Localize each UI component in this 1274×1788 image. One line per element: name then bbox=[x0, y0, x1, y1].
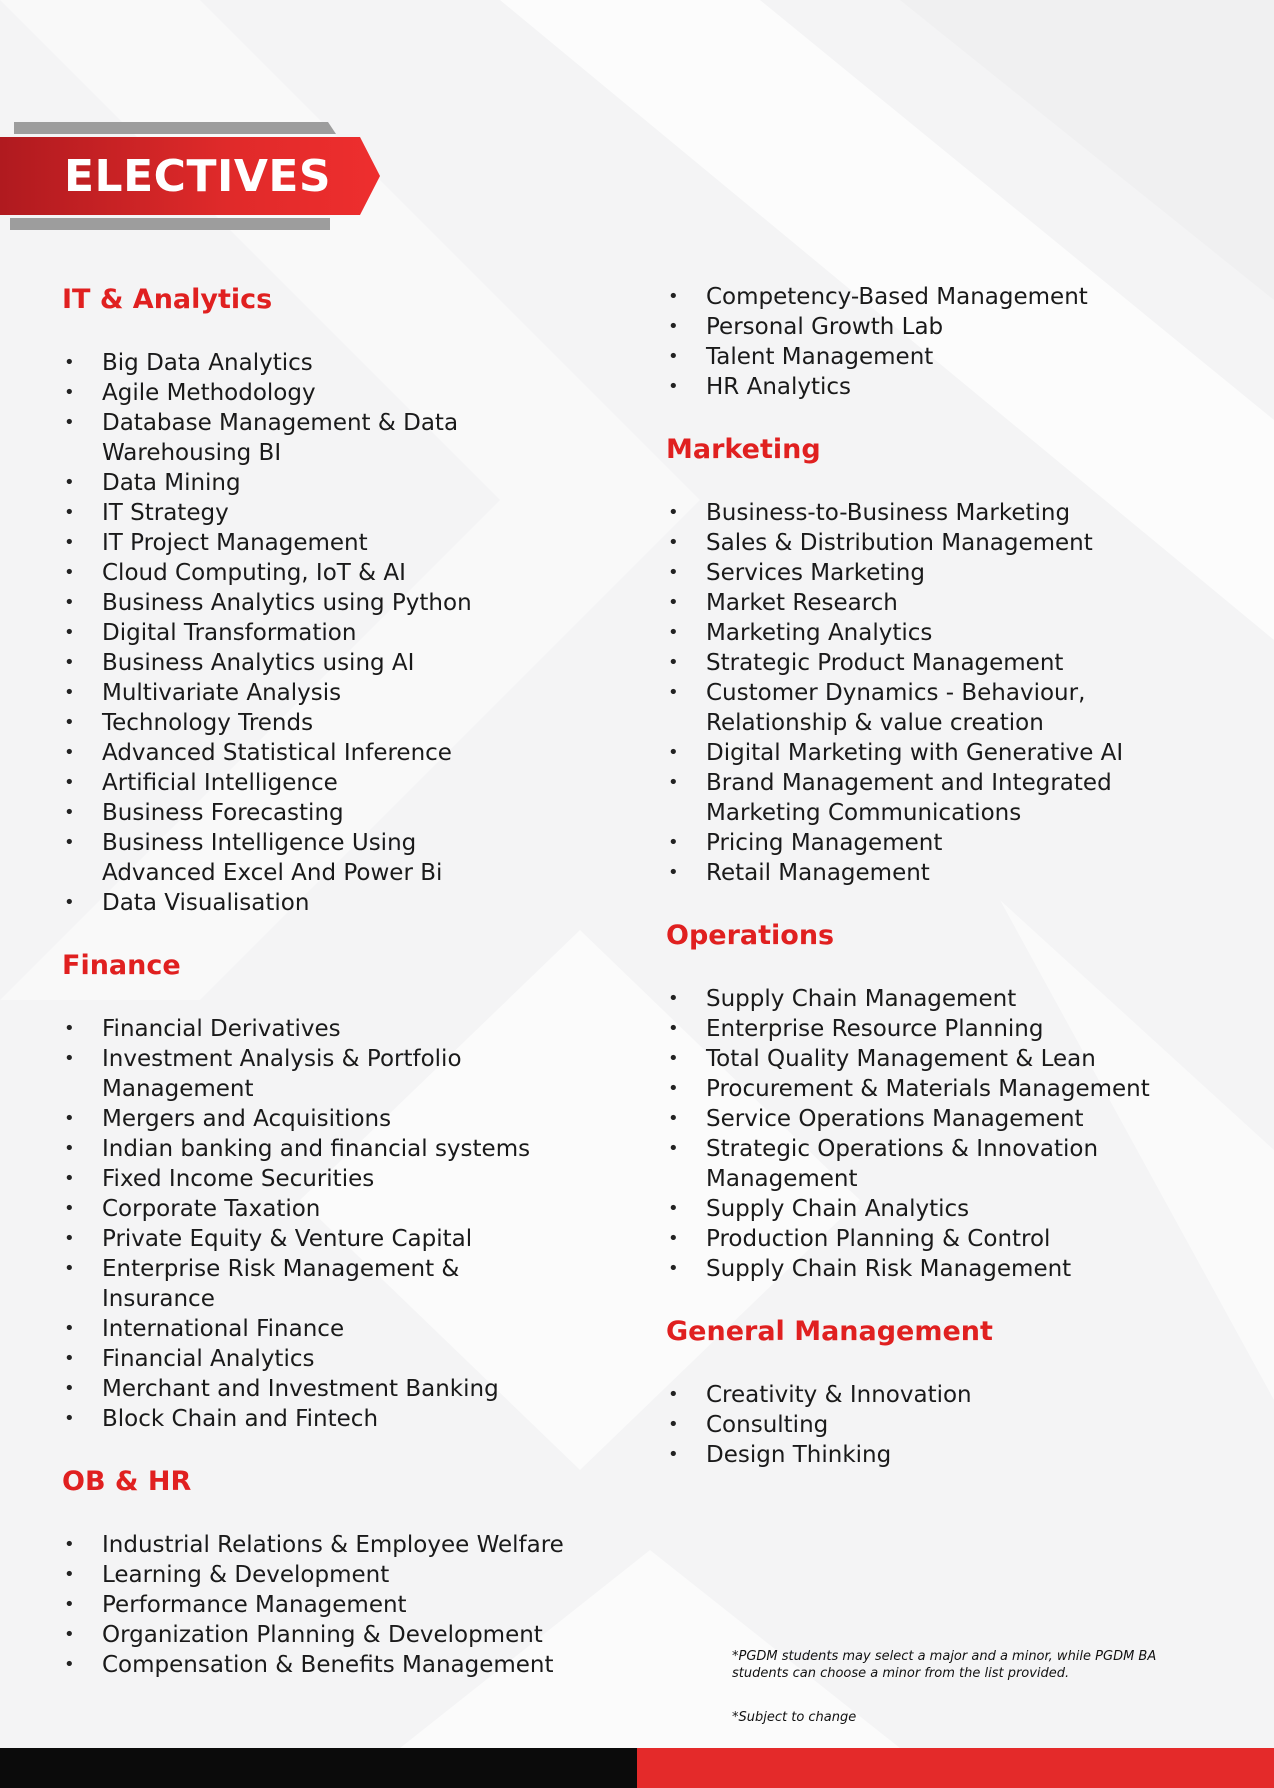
list-item: • International Finance bbox=[62, 1314, 622, 1344]
list-item: • Business Intelligence Using Advanced Excel And Power Bi bbox=[62, 828, 522, 888]
list-item: • Market Research bbox=[666, 588, 1226, 618]
list-item: • Industrial Relations & Employee Welfare bbox=[62, 1530, 622, 1560]
list-item: • Talent Management bbox=[666, 342, 1226, 372]
list-item: • Performance Management bbox=[62, 1590, 622, 1620]
section-title-ob-hr: OB & HR bbox=[62, 1466, 192, 1497]
footnote-pgdm: *PGDM students may select a major and a minor, while PGDM BA students can choose a minor from the list provided. bbox=[732, 1649, 1157, 1681]
section-title-finance: Finance bbox=[62, 950, 181, 981]
list-item: • Digital Marketing with Generative AI bbox=[666, 738, 1226, 768]
list-item: • Supply Chain Risk Management bbox=[666, 1254, 1226, 1284]
footer-bar-red bbox=[637, 1748, 1274, 1788]
list-item: • Data Visualisation bbox=[62, 888, 622, 918]
list-marketing bbox=[666, 498, 1226, 888]
footer-bar-dark bbox=[0, 1748, 637, 1788]
list-item: • Strategic Operations & Innovation Management bbox=[666, 1134, 1126, 1194]
list-item: • Multivariate Analysis bbox=[62, 678, 622, 708]
section-title-general-management: General Management bbox=[666, 1316, 993, 1347]
list-item: • Enterprise Risk Management & Insurance bbox=[62, 1254, 522, 1314]
list-item: • Design Thinking bbox=[666, 1440, 1226, 1470]
list-item: • Investment Analysis & Portfolio Management bbox=[62, 1044, 522, 1104]
right-column bbox=[666, 282, 1226, 1500]
list-item: • Compensation & Benefits Management bbox=[62, 1650, 622, 1680]
list-item: • Total Quality Management & Lean bbox=[666, 1044, 1226, 1074]
list-operations bbox=[666, 984, 1226, 1284]
list-item: • Advanced Statistical Inference bbox=[62, 738, 622, 768]
section-title-marketing: Marketing bbox=[666, 434, 821, 465]
list-item: • Supply Chain Analytics bbox=[666, 1194, 1226, 1224]
list-item: • Services Marketing bbox=[666, 558, 1226, 588]
list-item: • Corporate Taxation bbox=[62, 1194, 622, 1224]
list-item: • IT Project Management bbox=[62, 528, 622, 558]
list-item: • Fixed Income Securities bbox=[62, 1164, 622, 1194]
list-item: • Customer Dynamics - Behaviour, Relationship & value creation bbox=[666, 678, 1136, 738]
list-item: • Supply Chain Management bbox=[666, 984, 1226, 1014]
list-item: • Creativity & Innovation bbox=[666, 1380, 1226, 1410]
list-item: • Business-to-Business Marketing bbox=[666, 498, 1226, 528]
list-item: • Financial Analytics bbox=[62, 1344, 622, 1374]
list-item: • Enterprise Resource Planning bbox=[666, 1014, 1226, 1044]
list-item: • Personal Growth Lab bbox=[666, 312, 1226, 342]
list-item: • Organization Planning & Development bbox=[62, 1620, 622, 1650]
list-item: • Data Mining bbox=[62, 468, 622, 498]
list-item: • Retail Management bbox=[666, 858, 1226, 888]
list-item: • Learning & Development bbox=[62, 1560, 622, 1590]
list-item: • Business Analytics using Python bbox=[62, 588, 622, 618]
list-item: • Business Analytics using AI bbox=[62, 648, 622, 678]
section-title-it-analytics: IT & Analytics bbox=[62, 284, 273, 315]
list-item: • Private Equity & Venture Capital bbox=[62, 1224, 622, 1254]
list-general-management bbox=[666, 1380, 1226, 1470]
list-item: • Merchant and Investment Banking bbox=[62, 1374, 622, 1404]
list-item: • Digital Transformation bbox=[62, 618, 622, 648]
list-item: • Financial Derivatives bbox=[62, 1014, 622, 1044]
list-item: • Agile Methodology bbox=[62, 378, 622, 408]
list-item: • Big Data Analytics bbox=[62, 348, 622, 378]
list-ob-hr-continued bbox=[666, 282, 1226, 402]
list-item: • Artificial Intelligence bbox=[62, 768, 622, 798]
list-item: • IT Strategy bbox=[62, 498, 622, 528]
list-finance bbox=[62, 1014, 622, 1434]
list-item: • Mergers and Acquisitions bbox=[62, 1104, 622, 1134]
list-item: • Brand Management and Integrated Marketing Communications bbox=[666, 768, 1146, 828]
list-item: • Block Chain and Fintech bbox=[62, 1404, 622, 1434]
list-item: • Business Forecasting bbox=[62, 798, 622, 828]
list-item: • Sales & Distribution Management bbox=[666, 528, 1226, 558]
list-item: • Indian banking and financial systems bbox=[62, 1134, 622, 1164]
list-item: • Competency-Based Management bbox=[666, 282, 1226, 312]
left-column bbox=[62, 282, 622, 1710]
page-title: ELECTIVES bbox=[64, 151, 332, 202]
list-item: • Technology Trends bbox=[62, 708, 622, 738]
list-item: • Marketing Analytics bbox=[666, 618, 1226, 648]
list-item: • HR Analytics bbox=[666, 372, 1226, 402]
list-item: • Database Management & Data Warehousing BI bbox=[62, 408, 522, 468]
section-title-operations: Operations bbox=[666, 920, 835, 951]
list-it-analytics bbox=[62, 348, 622, 918]
footnote-subject-to-change: *Subject to change bbox=[732, 1710, 857, 1725]
list-item: • Consulting bbox=[666, 1410, 1226, 1440]
list-item: • Pricing Management bbox=[666, 828, 1226, 858]
list-item: • Cloud Computing, IoT & AI bbox=[62, 558, 622, 588]
list-item: • Service Operations Management bbox=[666, 1104, 1226, 1134]
list-ob-hr bbox=[62, 1530, 622, 1680]
list-item: • Strategic Product Management bbox=[666, 648, 1226, 678]
list-item: • Procurement & Materials Management bbox=[666, 1074, 1226, 1104]
list-item: • Production Planning & Control bbox=[666, 1224, 1226, 1254]
